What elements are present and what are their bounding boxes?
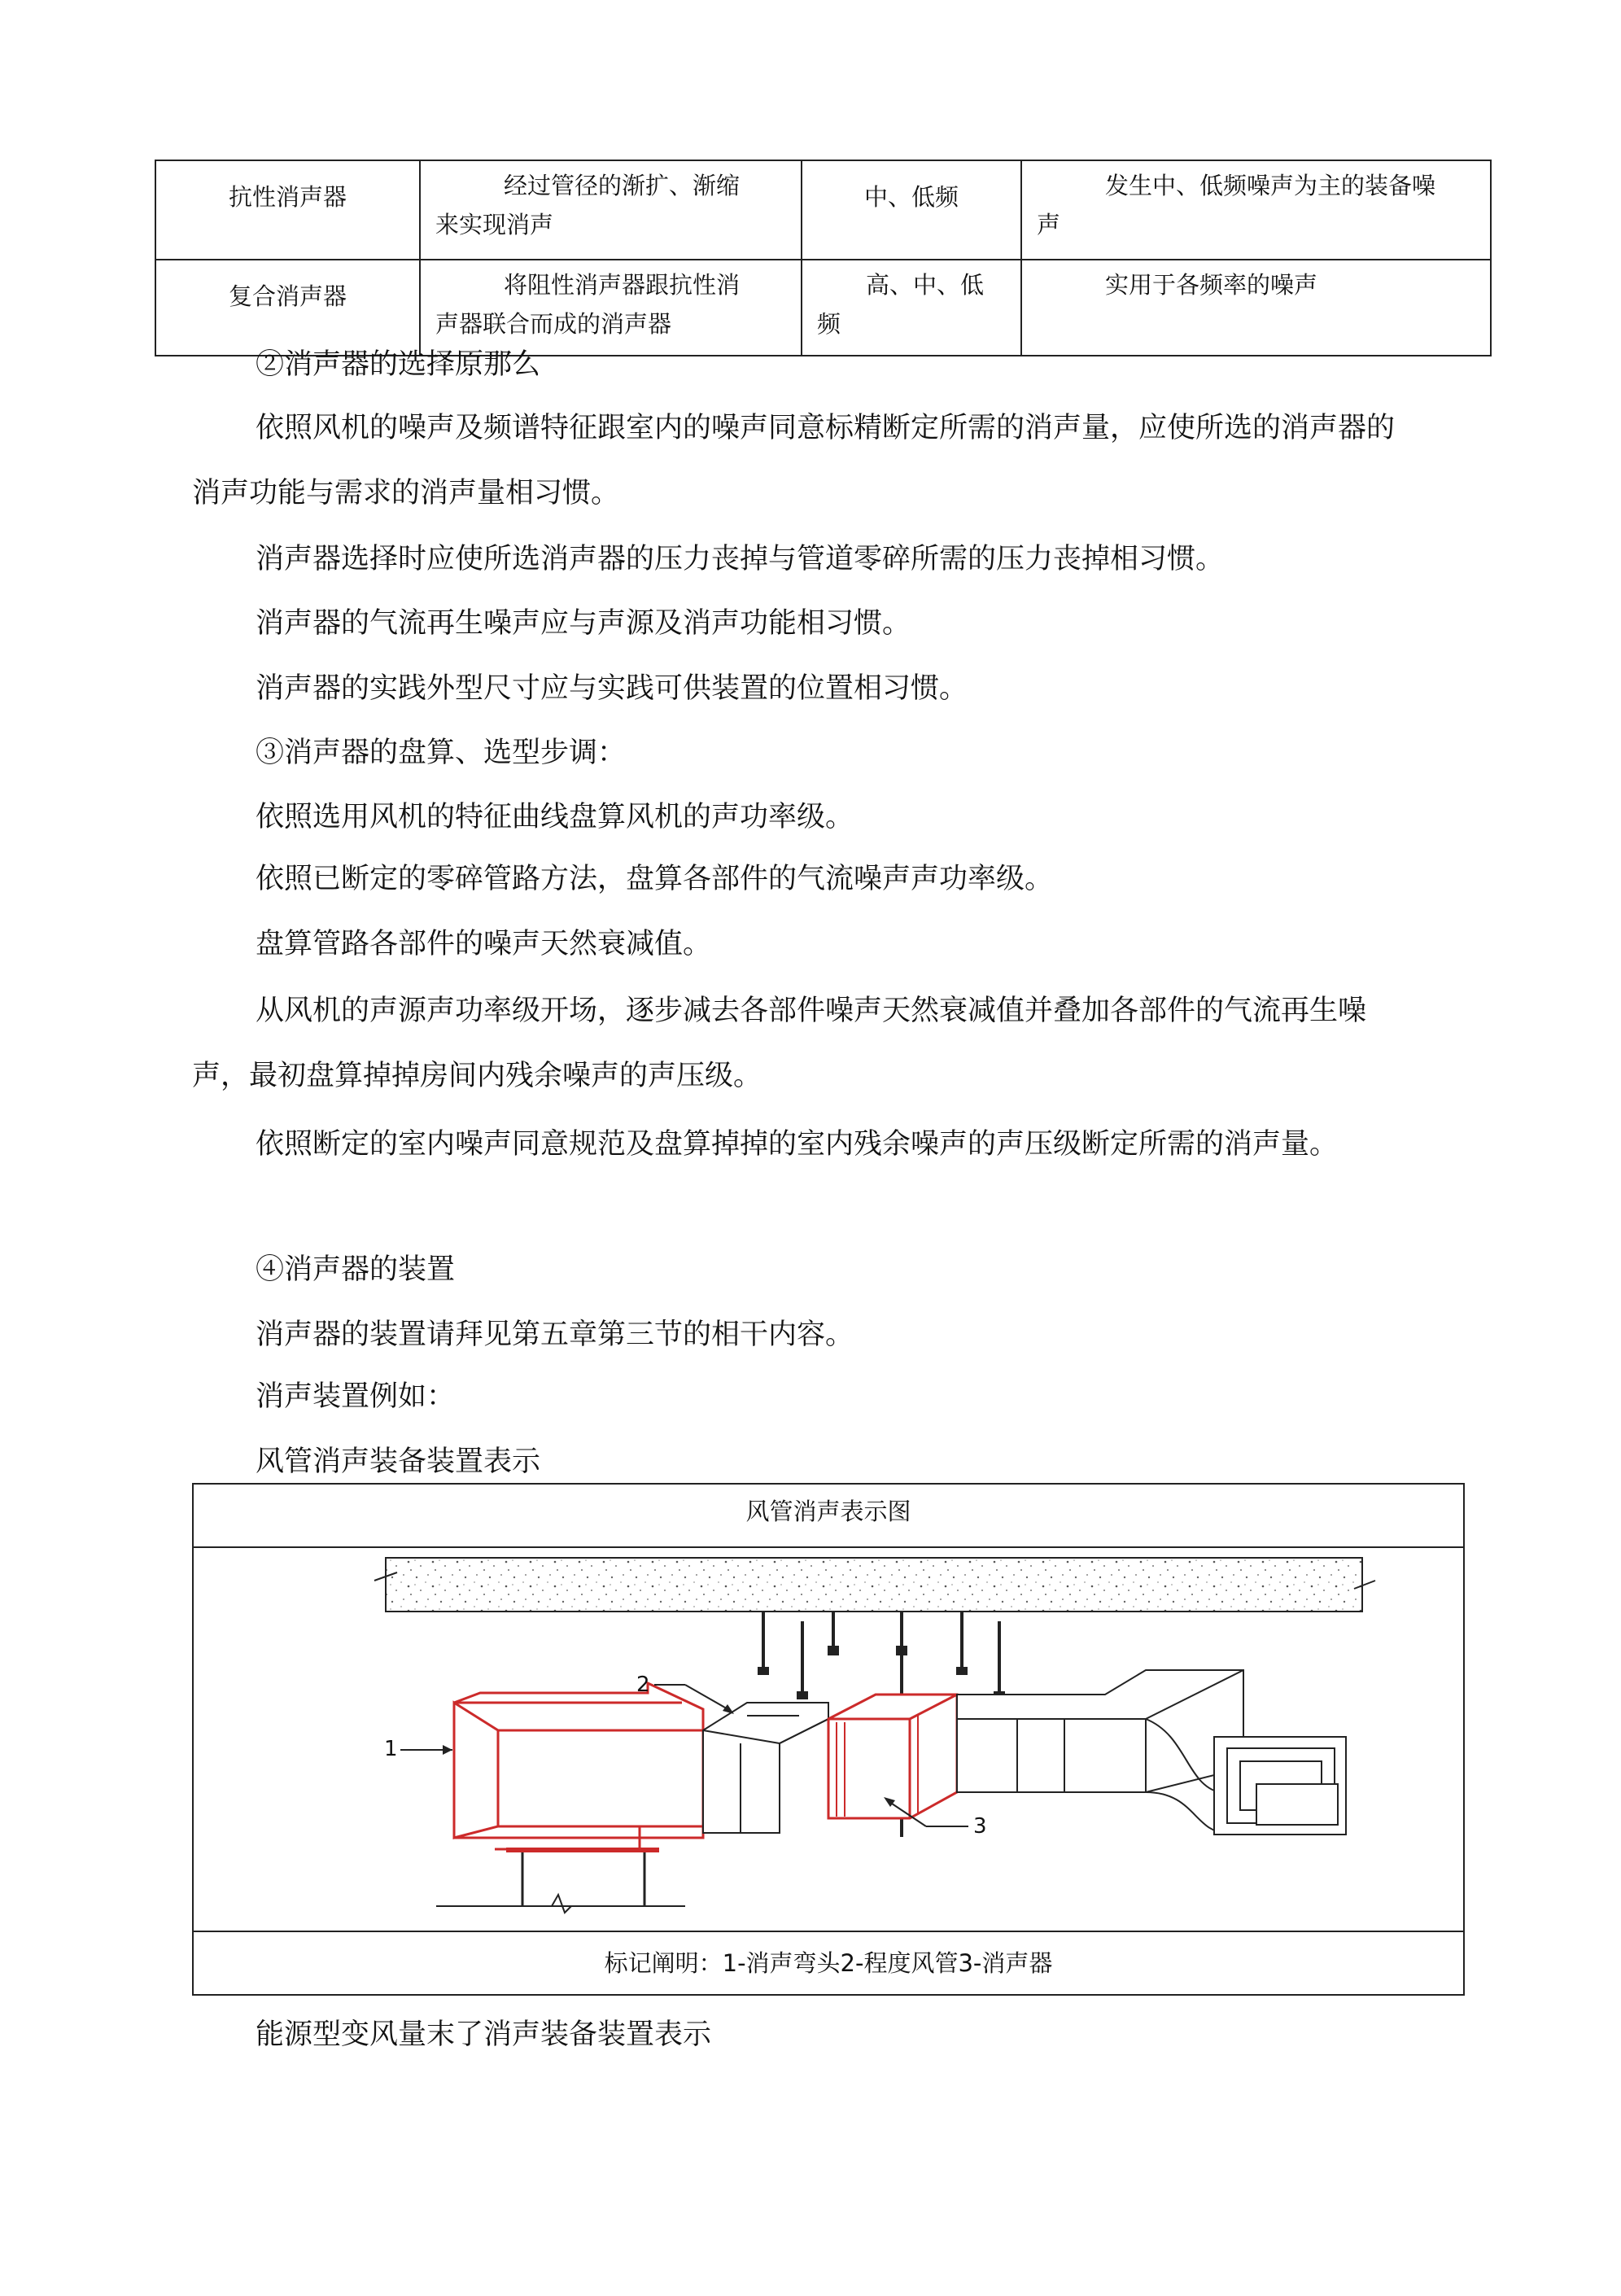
paragraph-step-1: 依照选用风机的特征曲线盘算风机的声功率级。 (256, 801, 854, 833)
paragraph-regenerated-noise: 消声器的气流再生噪声应与声源及消声功能相习惯。 (256, 607, 911, 640)
frequency-line-2: 频 (817, 310, 841, 338)
section-heading-calculation: ③消声器的盘算、选型步调： (256, 737, 627, 769)
paragraph-pressure-loss: 消声器选择时应使所选消声器的压力丧掉与管道零碎所需的压力丧掉相习惯。 (256, 543, 1225, 575)
principle-line-1: 将阻性消声器跟抗性消 (504, 271, 741, 299)
table-cell-type (155, 160, 420, 260)
paragraph-step-3: 盘算管路各部件的噪声天然衰减值。 (256, 928, 712, 960)
elbow-support (436, 1848, 685, 1913)
table-cell-usage (1021, 160, 1491, 260)
figure-intro-duct-silencer: 风管消声装备装置表示 (256, 1445, 541, 1478)
principle-line-2: 声器联合而成的消声器 (435, 310, 672, 338)
usage-line-2: 声 (1037, 211, 1061, 238)
duct-silencer-diagram (194, 1548, 1463, 1934)
silencer-type-name: 抗性消声器 (228, 183, 347, 211)
silencer-elbow (454, 1683, 703, 1849)
section-heading-selection: ②消声器的选择原那么 (256, 348, 541, 381)
figure-caption: 标记阐明：1-消声弯头2-程度风管3-消声器 (194, 1931, 1463, 1994)
table-cell-principle (420, 160, 802, 260)
table-cell-frequency (802, 160, 1021, 260)
horizontal-duct (703, 1703, 828, 1833)
paragraph-vav-silencer: 能源型变风量末了消声装备装置表示 (256, 2018, 712, 2051)
paragraph-installation-reference: 消声器的装置请拜见第五章第三节的相干内容。 (256, 1319, 854, 1351)
frequency-line-1: 高、中、低 (866, 271, 985, 299)
downstream-duct (957, 1670, 1243, 1833)
callout-label-1: 1 (384, 1737, 398, 1761)
figure-title: 风管消声表示图 (194, 1485, 1463, 1548)
silencer-types-table (155, 160, 1492, 356)
table-row (155, 160, 1491, 260)
silencer-type-name: 复合消声器 (228, 282, 347, 310)
paragraph-dimensions: 消声器的实践外型尺寸应与实践可供装置的位置相习惯。 (256, 672, 968, 705)
callout-label-3: 3 (973, 1814, 987, 1839)
principle-line-1: 经过管径的渐扩、渐缩 (504, 172, 741, 199)
paragraph-step-2: 依照已断定的零碎管路方法，盘算各部件的气流噪声声功率级。 (256, 863, 1054, 895)
section-heading-installation: ④消声器的装置 (256, 1253, 456, 1286)
ceiling-slab (374, 1558, 1375, 1612)
callout-1 (384, 1737, 452, 1761)
terminal-outlet (1214, 1737, 1346, 1835)
paragraph-example-intro: 消声装置例如： (256, 1380, 456, 1413)
hanger-clamps (758, 1646, 1005, 1699)
paragraph-step-5: 依照断定的室内噪声同意规范及盘算掉掉的室内残余噪声的声压级断定所需的消声量。 (256, 1128, 1339, 1161)
frequency-line-1: 中、低频 (863, 183, 959, 211)
principle-line-2: 来实现消声 (435, 211, 554, 238)
paragraph-step-4: 从风机的声源声功率级开场，逐步减去各部件噪声天然衰减值并叠加各部件的气流再生噪声，最初盘算掉掉房间内残余噪声的声压级。 (192, 995, 1367, 1092)
usage-line-1: 发生中、低频噪声为主的装备噪 (1105, 172, 1436, 199)
paragraph-selection-principle: 依照风机的噪声及频谱特征跟室内的噪声同意标精断定所需的消声量，应使所选的消声器的消声功能与需求的消声量相习惯。 (192, 412, 1396, 509)
usage-line-1: 实用于各频率的噪声 (1105, 271, 1318, 299)
duct-silencer-figure (192, 1483, 1465, 1996)
callout-label-2: 2 (636, 1673, 650, 1697)
